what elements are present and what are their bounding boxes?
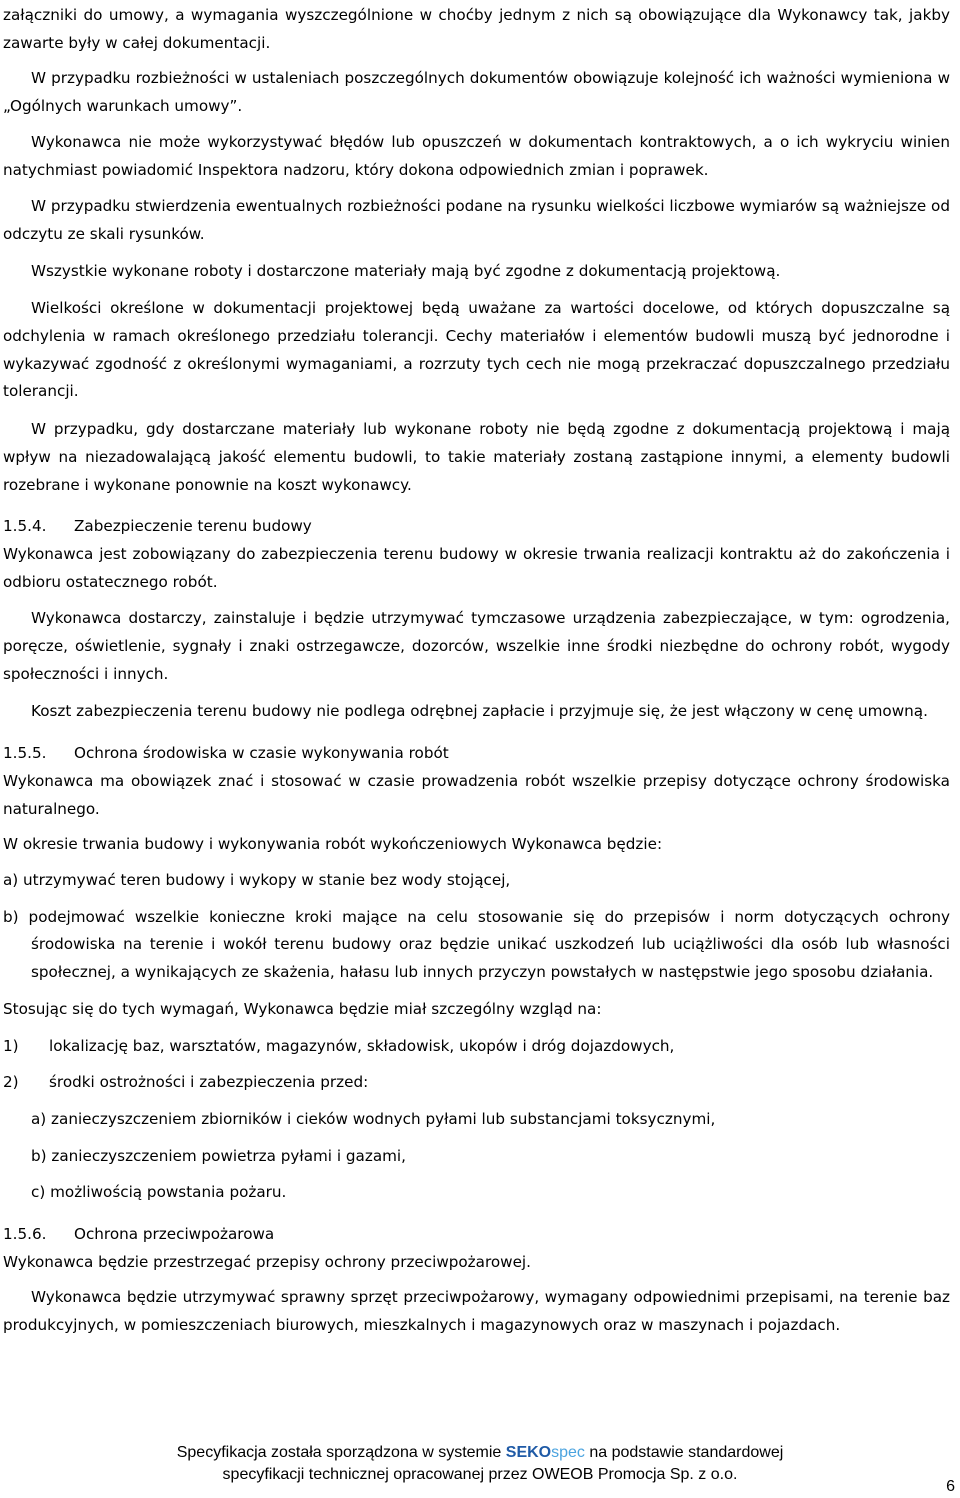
list-item: b) podejmować wszelkie konieczne kroki mające na celu stosowanie się do przepisów i norm dotyczących ochrony środowiska na terenie i wokół terenu budowy oraz będzie unikać uszkodzeń lub uciążliwości dla osób lub własności społecznej, a wynikających ze skażenia, hałasu lub innych przyczyn powstałych w następstwie jego sposobu działania.: [3, 907, 950, 982]
item-number: 1): [3, 1036, 19, 1055]
paragraph: Wykonawca dostarczy, zainstaluje i będzie utrzymywać tymczasowe urządzenia zabezpieczające, w tym: ogrodzenia, poręcze, oświetlenie, sygnały i znaki ostrzegawcze, dozorców, wszelkie inne środki niezbędne do ochrony robót, wygody społeczności i innych.: [3, 609, 950, 683]
paragraph: Wykonawca nie może wykorzystywać błędów lub opuszczeń w dokumentach kontraktowych, a o ich wykryciu winien natychmiast powiadomić Inspektora nadzoru, który dokona odpowiednich zmian i poprawek.: [3, 132, 950, 179]
item-text: lokalizację baz, warsztatów, magazynów, składowisk, ukopów i dróg dojazdowych,: [49, 1036, 675, 1055]
paragraph: Koszt zabezpieczenia terenu budowy nie podlega odrębnej zapłacie i przyjmuje się, że jest włączony w cenę umowną.: [31, 702, 928, 721]
section-number: 1.5.4.: [3, 517, 47, 536]
paragraph: W okresie trwania budowy i wykonywania robót wykończeniowych Wykonawca będzie:: [3, 835, 663, 854]
section-heading-1-5-5: [3, 740, 950, 768]
paragraph: W przypadku stwierdzenia ewentualnych rozbieżności podane na rysunku wielkości liczbowe wymiarów są ważniejsze od odczytu ze skali rysunków.: [3, 197, 950, 243]
sekospec-logo: [506, 1444, 585, 1461]
item-text: środki ostrożności i zabezpieczenia przed:: [49, 1073, 369, 1092]
page-number: 6: [946, 1478, 955, 1495]
paragraph: Wykonawca ma obowiązek znać i stosować w czasie prowadzenia robót wszelkie przepisy dotyczące ochrony środowiska naturalnego.: [3, 771, 950, 818]
section-heading-1-5-4: [3, 513, 950, 541]
document-body: [3, 2, 950, 1340]
section-heading-1-5-6: [3, 1221, 950, 1249]
paragraph: Wykonawca będzie przestrzegać przepisy ochrony przeciwpożarowej.: [3, 1252, 531, 1271]
paragraph: Wszystkie wykonane roboty i dostarczone materiały mają być zgodne z dokumentacją projektową.: [31, 261, 781, 280]
paragraph: Wielkości określone w dokumentacji projektowej będą uważane za wartości docelowe, od których dopuszczalne są odchylenia w ramach określonego przedziału tolerancji. Cechy materiałów i elementów budowli muszą być jednorodne i wykazywać zgodność z określonymi wymaganiami, a rozrzuty tych cech nie mogą przekraczać dopuszczalnego przedziału tolerancji.: [3, 299, 950, 401]
section-title: Zabezpieczenie terenu budowy: [74, 517, 312, 536]
sub-item: a) zanieczyszczeniem zbiorników i cieków wodnych pyłami lub substancjami toksycznymi,: [31, 1109, 716, 1128]
paragraph: W przypadku rozbieżności w ustaleniach poszczególnych dokumentów obowiązuje kolejność ich ważności wymieniona w „Ogólnych warunkach umowy”.: [3, 69, 950, 116]
footer-line-2: specyfikacji technicznej opracowanej przez OWEOB Promocja Sp. z o.o.: [222, 1466, 738, 1483]
paragraph: W przypadku, gdy dostarczane materiały lub wykonane roboty nie będą zgodne z dokumentacją projektową i mają wpływ na niezadowalającą jakość elementu budowli, to takie materiały zostaną zastąpione innymi, a elementy budowli rozebrane i wykonane ponownie na koszt wykonawcy.: [3, 420, 950, 494]
section-number: 1.5.5.: [3, 744, 47, 763]
footer-text: na podstawie standardowej: [589, 1444, 784, 1461]
section-title: Ochrona przeciwpożarowa: [74, 1225, 275, 1244]
sub-item: c) możliwością powstania pożaru.: [31, 1183, 287, 1202]
numbered-item: [3, 1033, 950, 1061]
logo-seko: SEKO: [505, 1444, 552, 1461]
paragraph: Wykonawca jest zobowiązany do zabezpieczenia terenu budowy w okresie trwania realizacji kontraktu aż do zakończenia i odbioru ostatecznego robót.: [3, 544, 950, 591]
numbered-item: [3, 1069, 950, 1097]
section-number: 1.5.6.: [3, 1225, 47, 1244]
item-number: 2): [3, 1073, 19, 1092]
paragraph: załączniki do umowy, a wymagania wyszczególnione w choćby jednym z nich są obowiązujące dla Wykonawcy tak, jakby zawarte były w całej dokumentacji.: [3, 6, 950, 52]
sub-item: b) zanieczyszczeniem powietrza pyłami i gazami,: [31, 1146, 406, 1165]
footer-text: Specyfikacja została sporządzona w systemie: [176, 1444, 502, 1461]
footer-line-1: [0, 1442, 960, 1464]
list-item: a) utrzymywać teren budowy i wykopy w stanie bez wody stojącej,: [3, 870, 511, 889]
logo-spec: spec: [551, 1444, 585, 1461]
section-title: Ochrona środowiska w czasie wykonywania robót: [74, 744, 449, 763]
page-footer: [0, 1442, 960, 1486]
paragraph: Wykonawca będzie utrzymywać sprawny sprzęt przeciwpożarowy, wymagany odpowiednimi przepisami, na terenie baz produkcyjnych, w pomieszczeniach biurowych, mieszkalnych i magazynowych oraz w maszynach i pojazdach.: [3, 1288, 950, 1335]
paragraph: Stosując się do tych wymagań, Wykonawca będzie miał szczególny wzgląd na:: [3, 999, 602, 1018]
